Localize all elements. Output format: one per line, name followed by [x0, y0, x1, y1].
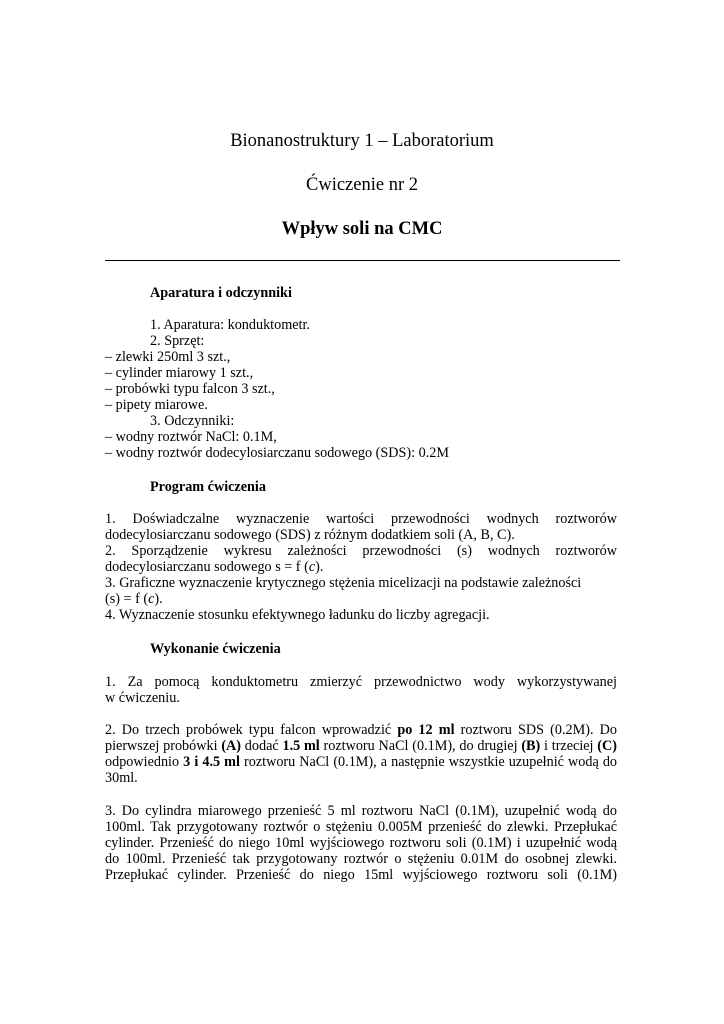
apparatus-item-3: 3. Odczynniki:	[150, 413, 235, 429]
apparatus-item-1: 1. Aparatura: konduktometr.	[150, 317, 310, 333]
exercise-topic: Wpływ soli na CMC	[281, 219, 443, 239]
program-item-1-line-1: 1. Doświadczalne wyznaczenie wartości przewodności wodnych roztworów	[105, 511, 617, 527]
equipment-item: – cylinder miarowy 1 szt.,	[105, 365, 254, 381]
reagent-item: – wodny roztwór dodecylosiarczanu sodowego (SDS): 0.2M	[105, 445, 449, 461]
procedure-step-3-line-2: 100ml. Tak przygotowany roztwór o stężeniu 0.005M przenieść do zlewki. Przepłukać	[105, 819, 617, 835]
program-item-2-line-2: dodecylosiarczanu sodowego s = f (c).	[105, 559, 324, 575]
procedure-step-1-line-1: 1. Za pomocą konduktometru zmierzyć przewodnictwo wody wykorzystywanej	[105, 674, 617, 690]
program-item-3-line-1: 3. Graficzne wyznaczenie krytycznego stężenia micelizacji na podstawie zależności	[105, 575, 582, 591]
equipment-item: – probówki typu falcon 3 szt.,	[105, 381, 275, 397]
section-heading-apparatus: Aparatura i odczynniki	[150, 285, 292, 301]
procedure-step-2-line-4: 30ml.	[105, 770, 138, 786]
program-item-1-line-2: dodecylosiarczanu sodowego (SDS) z różnym dodatkiem soli (A, B, C).	[105, 527, 515, 543]
procedure-step-3-line-3: cylinder. Przenieść do niego 10ml wyjściowego roztworu soli (0.1M) i uzupełnić wodą	[105, 835, 617, 851]
course-title: Bionanostruktury 1 – Laboratorium	[230, 131, 494, 151]
program-item-3-line-2: (s) = f (c).	[105, 591, 163, 607]
title-divider	[105, 260, 620, 261]
procedure-step-1-line-2: w ćwiczeniu.	[105, 690, 180, 706]
apparatus-item-2: 2. Sprzęt:	[150, 333, 205, 349]
exercise-number: Ćwiczenie nr 2	[306, 175, 418, 195]
section-heading-procedure: Wykonanie ćwiczenia	[150, 641, 281, 657]
reagent-item: – wodny roztwór NaCl: 0.1M,	[105, 429, 277, 445]
procedure-step-3-line-5: Przepłukać cylinder. Przenieść do niego 15ml wyjściowego roztworu soli (0.1M)	[105, 867, 617, 883]
procedure-step-2-line-1: 2. Do trzech probówek typu falcon wprowadzić po 12 ml roztworu SDS (0.2M). Do	[105, 722, 617, 738]
procedure-step-2-line-2: pierwszej probówki (A) dodać 1.5 ml roztworu NaCl (0.1M), do drugiej (B) i trzeciej (C)	[105, 738, 617, 754]
equipment-item: – pipety miarowe.	[105, 397, 208, 413]
program-item-4: 4. Wyznaczenie stosunku efektywnego ładunku do liczby agregacji.	[105, 607, 490, 623]
program-item-2-line-1: 2. Sporządzenie wykresu zależności przewodności (s) wodnych roztworów	[105, 543, 617, 559]
section-heading-program: Program ćwiczenia	[150, 479, 266, 495]
equipment-item: – zlewki 250ml 3 szt.,	[105, 349, 231, 365]
procedure-step-2-line-3: odpowiednio 3 i 4.5 ml roztworu NaCl (0.1M), a następnie wszystkie uzupełnić wodą do	[105, 754, 618, 770]
procedure-step-3-line-4: do 100ml. Przenieść tak przygotowany roztwór o stężeniu 0.01M do osobnej zlewki.	[105, 851, 617, 867]
procedure-step-3-line-1: 3. Do cylindra miarowego przenieść 5 ml roztworu NaCl (0.1M), uzupełnić wodą do	[105, 803, 617, 819]
